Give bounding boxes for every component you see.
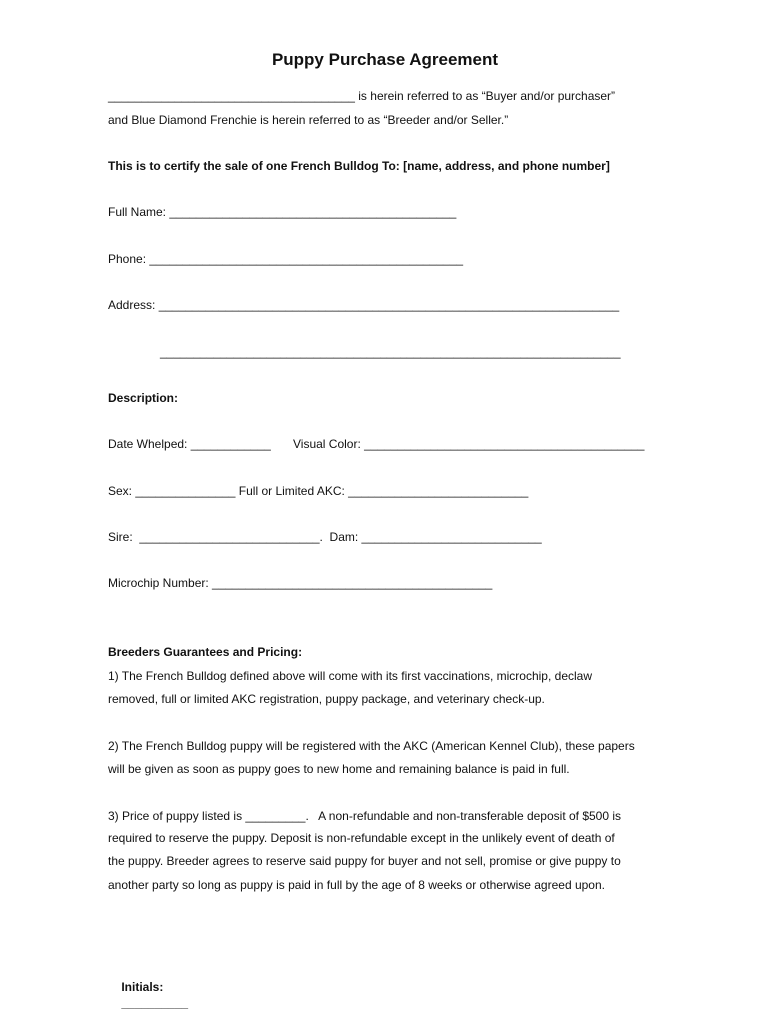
guarantees-heading: Breeders Guarantees and Pricing:	[108, 645, 303, 659]
guarantee-item-2-line-2: will be given as soon as puppy goes to new home and remaining balance is paid in full.	[108, 762, 570, 776]
guarantee-item-2-line-1: 2) The French Bulldog puppy will be registered with the AKC (American Kennel Club), these papers	[108, 739, 635, 753]
certify-statement: This is to certify the sale of one French Bulldog To: [name, address, and phone number]	[108, 159, 610, 173]
initials-row	[108, 963, 188, 1027]
date-whelped-field[interactable]: Date Whelped: ____________	[108, 437, 271, 451]
guarantee-item-3-line-4: another party so long as puppy is paid in full by the age of 8 weeks or otherwise agreed upon.	[108, 878, 605, 892]
address-field[interactable]: Address: _____________________________________________________________________	[108, 298, 620, 312]
visual-color-field[interactable]: Visual Color: __________________________________________	[293, 437, 645, 451]
intro-line-2: and Blue Diamond Frenchie is herein referred to as “Breeder and/or Seller.”	[108, 113, 509, 127]
guarantee-item-1-line-2: removed, full or limited AKC registration, puppy package, and veterinary check-up.	[108, 692, 545, 706]
guarantee-item-3-line-2: required to reserve the puppy. Deposit is non-refundable except in the unlikely event of death of	[108, 831, 615, 845]
guarantee-item-3-line-1: 3) Price of puppy listed is _________. A non-refundable and non-transferable deposit of $500 is	[108, 809, 622, 823]
full-name-field[interactable]: Full Name: ___________________________________________	[108, 205, 457, 219]
initials-field[interactable]: __________	[121, 996, 189, 1010]
guarantee-item-1-line-1: 1) The French Bulldog defined above will come with its first vaccinations, microchip, declaw	[108, 669, 592, 683]
intro-line-1: _____________________________________ is herein referred to as “Buyer and/or purchaser”	[108, 89, 616, 103]
phone-field[interactable]: Phone: _______________________________________________	[108, 252, 464, 266]
description-heading: Description:	[108, 391, 179, 405]
address-field-line-2[interactable]: _____________________________________________________________________	[160, 345, 621, 359]
guarantee-item-3-line-3: the puppy. Breeder agrees to reserve said puppy for buyer and not sell, promise or give puppy to	[108, 854, 621, 868]
sex-akc-field[interactable]: Sex: _______________ Full or Limited AKC: ___________________________	[108, 484, 529, 498]
initials-label: Initials:	[121, 980, 164, 994]
microchip-field[interactable]: Microchip Number: __________________________________________	[108, 576, 493, 590]
document-title: Puppy Purchase Agreement	[271, 50, 499, 69]
sire-dam-field[interactable]: Sire: ___________________________. Dam: ___________________________	[108, 530, 542, 544]
